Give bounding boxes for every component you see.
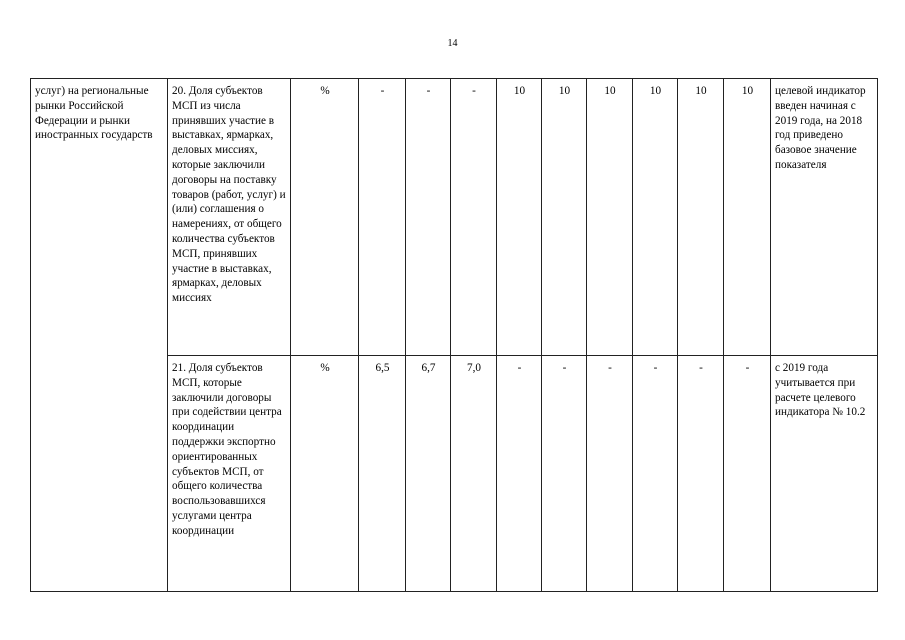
page-number: 14 (447, 38, 458, 49)
value-cell: 10 (587, 79, 633, 356)
value-cell: 10 (724, 79, 771, 356)
note-cell: с 2019 года учитывается при расчете целевого индикатора № 10.2 (771, 356, 878, 592)
value-cell: - (359, 79, 406, 356)
value-cell: - (497, 356, 542, 592)
value-cell: - (406, 79, 451, 356)
table-row (31, 79, 878, 356)
group-cell: услуг) на региональные рынки Российской Федерации и рынки иностранных государств (31, 79, 168, 592)
value-cell: 10 (497, 79, 542, 356)
value-cell: - (678, 356, 724, 592)
value-cell: - (724, 356, 771, 592)
value-cell: 6,7 (406, 356, 451, 592)
value-cell: 6,5 (359, 356, 406, 592)
indicator-cell: 21. Доля субъектов МСП, которые заключили договоры при содействии центра координации поддержки экспортно ориентированных субъектов МСП, от общего количества воспользовавшихся услугами центра координации (168, 356, 291, 592)
unit-cell: % (291, 356, 359, 592)
value-cell: - (451, 79, 497, 356)
indicators-table (30, 78, 878, 592)
value-cell: 10 (678, 79, 724, 356)
value-cell: - (633, 356, 678, 592)
unit-cell: % (291, 79, 359, 356)
value-cell: 10 (633, 79, 678, 356)
value-cell: 10 (542, 79, 587, 356)
value-cell: - (587, 356, 633, 592)
value-cell: 7,0 (451, 356, 497, 592)
value-cell: - (542, 356, 587, 592)
note-cell: целевой индикатор введен начиная с 2019 года, на 2018 год приведено базовое значение показателя (771, 79, 878, 356)
indicator-cell: 20. Доля субъектов МСП из числа принявших участие в выставках, ярмарках, деловых миссиях, которые заключили договоры на поставку товаров (работ, услуг) и (или) соглашения о намерениях, от общего количества субъектов МСП, принявших участие в выставках, ярмарках, деловых миссиях (168, 79, 291, 356)
